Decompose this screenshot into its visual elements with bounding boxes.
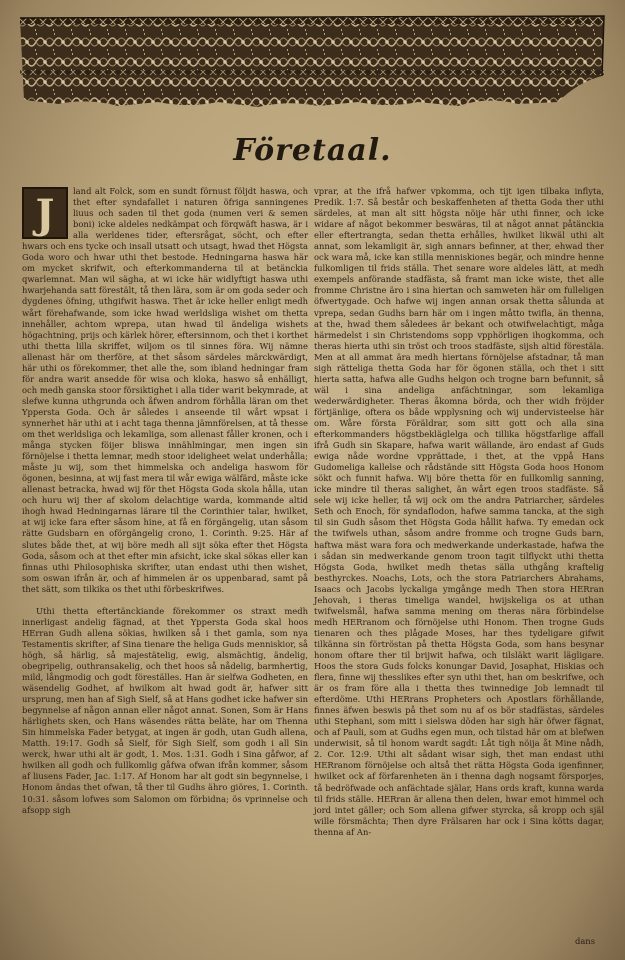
ornamental-headpiece [18, 12, 606, 112]
catchword: dans [574, 936, 595, 946]
page-title: Företaal. [233, 133, 392, 168]
left-paragraph-1 [22, 186, 308, 595]
right-paragraph-1: vprar, at the ifrå hafwer vpkomma, och tijt igen tilbaka inflyta, Predik. 1:7. Så består och beskaffenheten af thetta Goda ther uthi särdeles, at man alt sitt högsta nöije här uthi finner, och icke widare af något bekommer beswäras, til at något annat påtänckia eller eftertrangta, sedan thetta erhålles, hwilket likwäl uthi alt annat, som lekamligit är, sigh annars befinner, at ther, ehwad ther ock wara må, icke kan stilla menniskiones begär, och mindre henne fulkomligen til frids ställa. Thet senare wore aldeles lätt, at medh exempels anförande stadfästa, så framt man icke wiste, thet alle fromme Christne äro i sina hiertan och samweten här om fulleligen öfwertygade. Och hafwe wij ingen annan orsak thetta sålunda at vprepa, sedan Gudhs barn här om i ingen måtto twifla, än thenna, at the, hwad them såledees är bekant och otwifwelachtigt, måga härmedelst i sin Christendoms sopp vpphörligen ihogkomma, och theras hierta uthi sin tröst och troos stadfäste, sijsh altid förestäla. Men at all ammat ära medh hiertans förnöjelse afstadnar, tå man sigh rätteliga thetta Goda har för ögonen ställa, och thet i sitt hierta satta, hafwa alle Gudhs helgon och trogne barn befunnit, så wäl i sina andeliga anfächtningar, som lekamliga wederwärdigheter. Theras åkomna börda, och ther widh fröjder förtjänlige, oftera os både wpplysning och wij undervisteelse här om. Wåre första Föräldrar, som sitt gott och alla sina efterkommanders högstbekläglelga och tillika högstfarlige affall ifrå Gudh sin Skapare, hafwa warit wällande, äro endast af Guds ewiga nåde wordne vpprättade, i thet, at the vppå Hans Gudomeliga kallelse och rådstände sitt Högsta Goda hoos Honom sökt och funnit hafwa. Wij böre thetta för en fullkomlig sanning, icke mindre til theras salighet, än wårt egen troos stadfäste. Så sele wij icke heller, tå wij ock om the andra Patriarcher, särdeles Seth och Enoch, för syndaflodon, hafwe samma tancka, at the sigh til sin Gudh såsom thet Högsta Goda hållit hafwa. Ty emedan ock the twifwels uthan, såsom andre fromme och trogne Guds barn, haftwa mäst wara fora och medwerkande underkastade, hafwa the i sådan sin medwerkande genom troon tagit tilflyckt uthi thetta Högsta Goda, hwilket medh thetas sälla uthgång kraftelig besthyrckes. Noachs, Lots, och the stora Patriarchers Abrahams, Isaacs och Jacobs lyckaliga ymgånge medh Then stora HERran Jehovah, i theras timeliga wandel, hwijskeliga os at uthan twifwelsmål, hafwa samma mening om theras nära förbindelse medh HERranom och förnöjelse uthi Honom. Then trogne Guds tienaren och thes plågade Moses, har thes tydeligare gifwit tilkänna sin förtröstan på thetta Högsta Goda, som hans besynar honom oftare ther til brijwit hafwa, och tilsläkt warit lägligare. Hoos the stora Guds folcks konungar David, Josaphat, Hiskias och flera, finne wij thesslikes efter syn uthi thet, han om beskrifwe, och är os fram före alla i thetta thes twinnedige Job lemnadt til efterdöme. Uthi HERrans Propheters och Apostlars förhållande, finnes äfwen beswis på thet som nu af os bör stadfästas, särdeles uthi Stephani, som mitt i sielswa döden har sigh här öfwer fägnat, och af Pauli, som at Gudhs egen mun, och tilstad här om at blefwen underwisit, så til honom wardt sagdt: Låt tigh nöija åt Mine nådh, 2. Cor. 12:9. Uthi alt sådant wisar sigh, thet man endast uthi HERranom förnöjelse och altså thet rätta Högsta Goda igenfinner, hwilket ock af förfarenheten än i thenna dagh nogsamt försporjes, tå bedröfwade och anfächtade själar, Hans ords kraft, kunna warda til frids ställe. HERran är allena then delen, hwar emot himmel och jord intet gäller; och Som allena gifwer styrcka, så kropp och själ wille försmächta; Then dyre Frälsaren har ock i Sina kötts dagar, thenna af An- [314, 186, 604, 837]
left-paragraph-2: Uthi thetta eftertänckiande förekommer os straxt medh innerligast andelig fägnad, at thet Ypperstа Goda skal hoos HErran Gudh allena sökias, hwilken så i thet gamla, som nya Testamentis skrifter, af Sina tienare the heliga Guds menniskior, så högh, så härlig, så majestätelig, ewig, alsmächtig, ändelig, obegripelig, outhransakelig, och thet hoos så nådelig, barmhertig, mild, långmodig och godt föreställes. Han är sielfwa Godheten, en wäsendelig Godhet, af hwilkom alt hwad godt är, hafwer sitt ursprung, men han af Sigh Sielf, så at Hans godhet icke hafwer sin begynnelse af någon annan eller något annat. Sonen, Som är Hans härlighets sken, och Hans wäsendes rätta beläte, har om Thenna Sin himmelska Fader betygat, at ingen är godh, utan Gudh allena, Matth. 19:17. Godh så Sielf, för Sigh Sielf, som godh i all Sin werck, hwar uthi alt är godt, 1. Mos. 1:31. Godh i Sina gåfwor, af hwilken all godh och fullkomlig gåfwa ofwan ifrån kommer, såsom af liusens Fader, Jac. 1:17. Af Honom har alt godt sin begynnelse, i Honom ändas thet ofwan, tå ther til Gudhs ähro giöres, 1. Corinth. 10:31. såsom lofwes som Salomon om förbidna; ös vprinnelse och afsopp sigh [22, 605, 308, 815]
decorated-initial: J [22, 187, 68, 239]
right-column [314, 186, 604, 838]
left-column [22, 186, 308, 816]
left-paragraph-1-text: land alt Folck, som en sundt förnust följdt haswa, och thet efter syndafallet i naturen öfriga sanningenes liuus och saden til thet goda (numen veri & semen boni) icke aldeles nedkämpat och förqwäft haswa, är i alla werldenes tider, eftersrågat, söcht, och efter hwars och ens tycke och insall utsatt och utsagt, hwad thet Högsta Goda woro och hwar uthi thet bestode. Hedningarna haswa här om mycket skrifwit, och efterkommanderna til at betänckia qwarlemnat. Man wil sägha, at wi icke här widlyftigt haswa uthi hwarjehanda satt förestält, tå then lära, som är om goda seder och dygdenes öfning, uthgifwit haswa. Thet är icke heller enligt medh wårt förehafwande, som icke hwad werldsliga wishet om thetta innehåller, achtom wprepa, utan hwad til ändeliga wishets högachtning, prijs och kärlek hörer, eftersinnom, och thet i korthet uthi thetta lilla skriffet, wiljom os til sinnes föra. Wij nämne allenast här om therföre, at thet såsom särdeles märckwärdigt, här uthi os förekommer, thet alle the, som ibland hedningar fram för andra warit ansedde för wisa och kloka, haswo så enhälligt, och medh ganska stoor försiktighet i alla tider warit bekymrade, at slefwe kunna uthgrunda och åfwen androm förhålla läran om thet Ypperstа Goda. Och är således i anseende til wårt wpsat i synnerhet här uthi at i acht taga thenna jämnförelsen, at tå thesse om thet werldsliga och lekamliga, som allenast fåller kronen, och i många stycken föijer bliswa innählmingar, men ingen sin förnöjelse i thetta lemnar, medh stoor ideligheet welat underhålla; måste ju wij, som thet himmelska och andeliga haswom för ögonen, besinna, at wij fast mera til wår ewiga wälfärd, måste icke allenast betracka, hwad wij för thet Högsta Goda skola hålla, utan och huru wij ther af skolom delachtige warda, kommande altid ihogh hwad Hedningarnas lärare til the Corinthier talar, hwilket, at wij icke fara efter såsom hine, at få en förgängelig, utan såsom rätte Gudsbarn en oförgängelig crono, 1. Corinth. 9:25. Här af slutes både thet, at wij böre medh all sijt söka efter thet Högsta Goda, såsom och at thet efter min afsicht, icke skal sökas eller kan finnas uthi Philosophiska skrifter, utan endast uthi then wishet, som oswan ifrån är, och af himmelen är os uppenbarad, samt på thet sätt, som tilkika os thet uthi förbeskrifwes. [22, 186, 308, 594]
